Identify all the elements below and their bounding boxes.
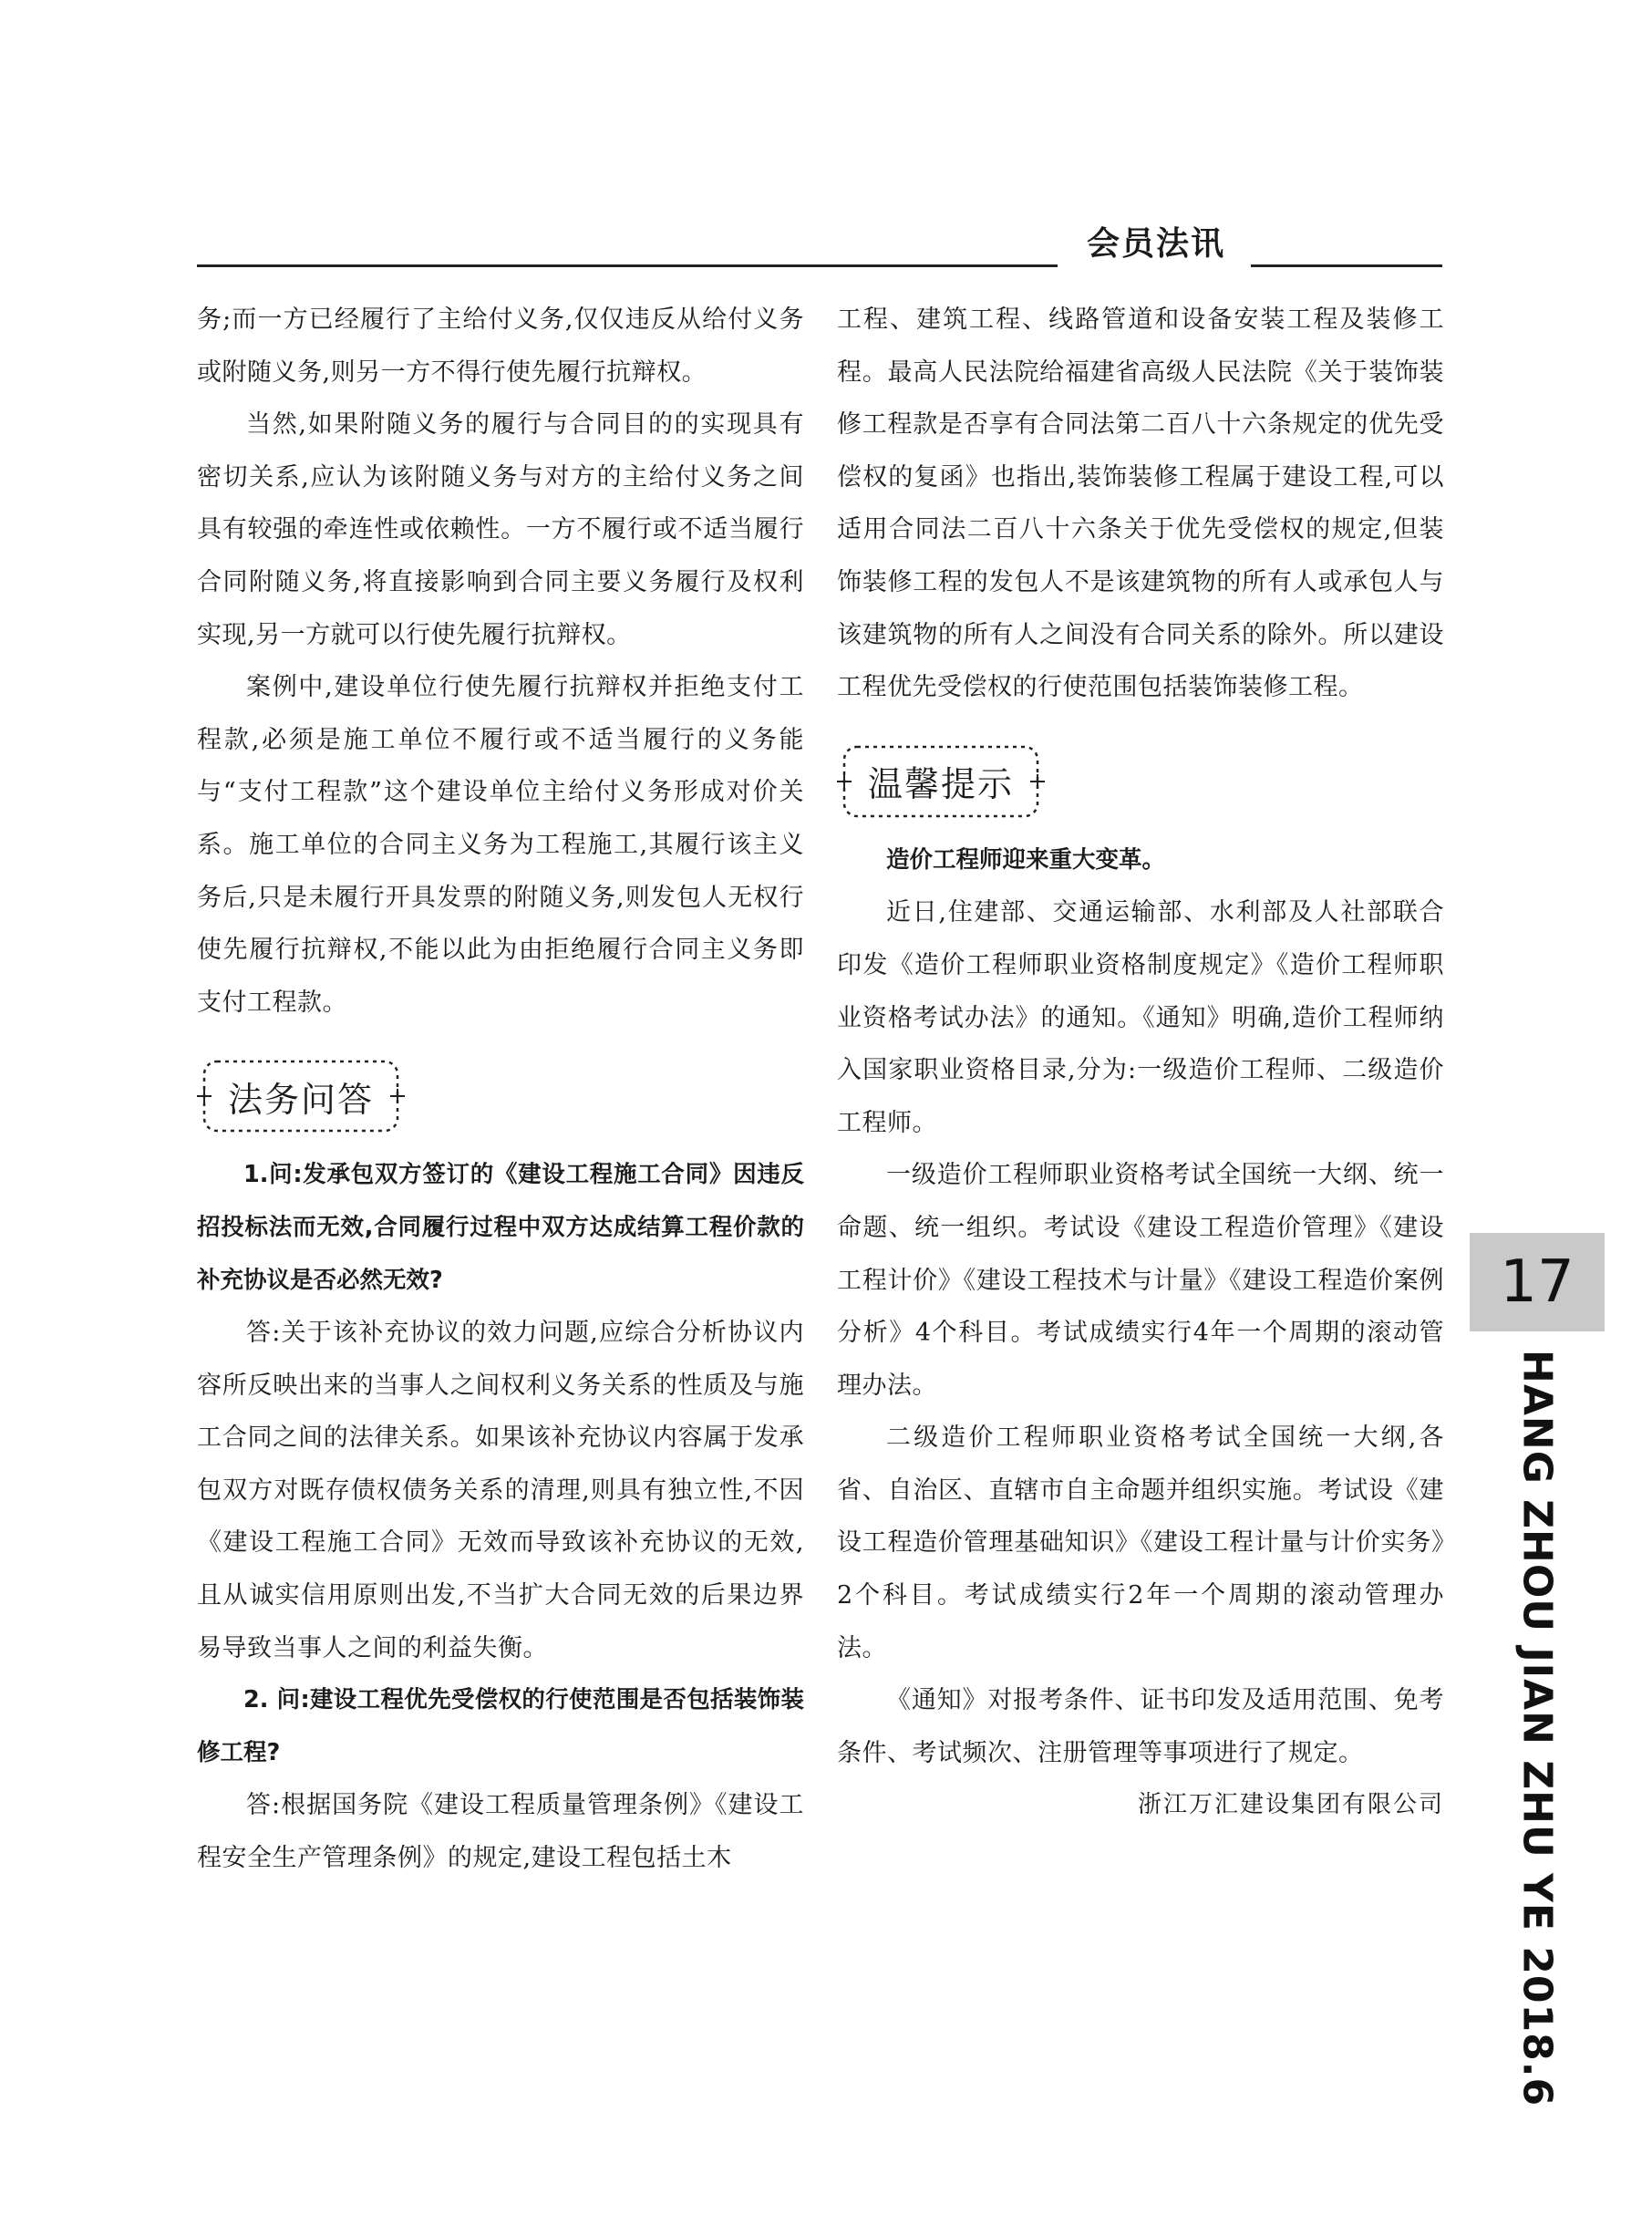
paragraph: 近日,住建部、交通运输部、水利部及人社部联合印发《造价工程师职业资格制度规定》《造价工程师职业资格考试办法》的通知。《通知》明确,造价工程师纳入国家职业资格目录,分为:一级造价工程师、二级造价工程师。 — [837, 898, 1444, 1137]
paragraph: 一级造价工程师职业资格考试全国统一大纲、统一命题、统一组织。考试设《建设工程造价管理》《建设工程计价》《建设工程技术与计量》《建设工程造价案例分析》4个科目。考试成绩实行4年一个周期的滚动管理办法。 — [837, 1161, 1444, 1400]
header-rule-right — [1251, 264, 1442, 267]
signature: 浙江万汇建设集团有限公司 — [1137, 1791, 1444, 1819]
paragraph: 《通知》对报考条件、证书印发及适用范围、免考条件、考试频次、注册管理等事项进行了规定。 — [837, 1686, 1444, 1767]
question: 2. 问:建设工程优先受偿权的行使范围是否包括装饰装修工程? — [197, 1686, 804, 1766]
page-number-tab — [1470, 1233, 1605, 1331]
magazine-name: HANG ZHOU JIAN ZHU YE 2018.6 — [1513, 1350, 1561, 2107]
page-number: 17 — [1500, 1248, 1575, 1316]
tips-heading — [837, 714, 1444, 834]
box-title: 温馨提示 — [867, 764, 1014, 805]
section-name: 会员法讯 — [1086, 225, 1225, 263]
left-column — [197, 294, 804, 1885]
paragraph: 案例中,建设单位行使先履行抗辩权并拒绝支付工程款,必须是施工单位不履行或不适当履行的义务能与“支付工程款”这个建设单位主给付义务形成对价关系。施工单位的合同主义务为工程施工,其履行该主义务后,只是未履行开具发票的附随义务,则发包人无权行使先履行抗辩权,不能以此为由拒绝履行合同主义务即支付工程款。 — [197, 673, 804, 1017]
box-title: 法务问答 — [227, 1079, 374, 1120]
question: 1.问:发承包双方签订的《建设工程施工合同》因违反招投标法而无效,合同履行过程中双方达成结算工程价款的补充协议是否必然无效? — [197, 1161, 804, 1294]
answer-continued: 工程、建筑工程、线路管道和设备安装工程及装修工程。最高人民法院给福建省高级人民法院《关于装饰装修工程款是否享有合同法第二百八十六条规定的优先受偿权的复函》也指出,装饰装修工程属于建设工程,可以适用合同法二百八十六条关于优先受偿权的规定,但装饰装修工程的发包人不是该建筑物的所有人或承包人与该建筑物的所有人之间没有合同关系的除外。所以建设工程优先受偿权的行使范围包括装饰装修工程。 — [837, 305, 1444, 702]
right-column — [837, 294, 1444, 1832]
tips-subtitle: 造价工程师迎来重大变革。 — [886, 845, 1166, 874]
header-rule-left — [197, 264, 1058, 267]
paragraph: 务;而一方已经履行了主给付义务,仅仅违反从给付义务或附随义务,则另一方不得行使先履行抗辩权。 — [197, 305, 804, 387]
answer: 答:根据国务院《建设工程质量管理条例》《建设工程安全生产管理条例》的规定,建设工程包括土木 — [197, 1791, 804, 1873]
paragraph: 当然,如果附随义务的履行与合同目的的实现具有密切关系,应认为该附随义务与对方的主给付义务之间具有较强的牵连性或依赖性。一方不履行或不适当履行合同附随义务,将直接影响到合同主要义务履行及权利实现,另一方就可以行使先履行抗辩权。 — [197, 410, 804, 649]
paragraph: 二级造价工程师职业资格考试全国统一大纲,各省、自治区、直辖市自主命题并组织实施。考试设《建设工程造价管理基础知识》《建设工程计量与计价实务》2个科目。考试成绩实行2年一个周期的滚动管理办法。 — [837, 1424, 1444, 1662]
legal-qa-heading — [197, 1029, 804, 1149]
answer: 答:关于该补充协议的效力问题,应综合分析协议内容所反映出来的当事人之间权利义务关系的性质及与施工合同之间的法律关系。如果该补充协议内容属于发承包双方对既存债权债务关系的清理,则具有独立性,不因《建设工程施工合同》无效而导致该补充协议的无效,且从诚实信用原则出发,不当扩大合同无效的后果边界易导致当事人之间的利益失衡。 — [197, 1319, 804, 1662]
